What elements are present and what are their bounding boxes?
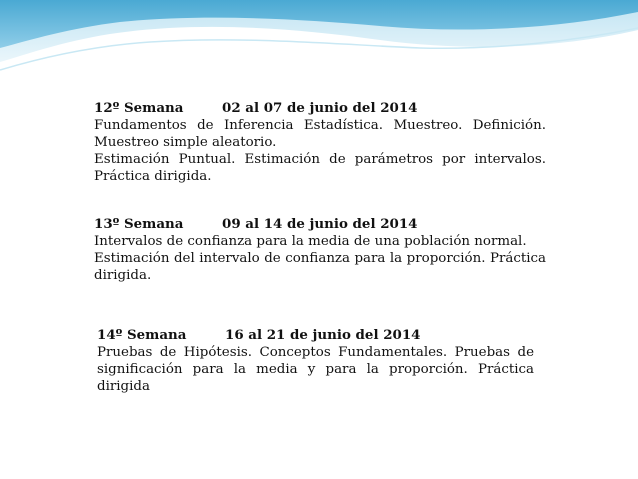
week-13-dates: 09 al 14 de junio del 2014	[222, 216, 418, 232]
week-14-label: 14º Semana	[97, 327, 187, 343]
week-14-dates: 16 al 21 de junio del 2014	[225, 327, 421, 343]
week-12-label: 12º Semana	[94, 100, 184, 116]
week-14-topic-1: Pruebas de Hipótesis. Conceptos Fundamentales. Pruebas de significación para la media y para la proporción. Práctica dirigida	[97, 345, 534, 394]
week-12-topic-2: Estimación Puntual. Estimación de parámetros por intervalos. Práctica dirigida.	[94, 152, 546, 184]
week-13-heading	[94, 216, 546, 233]
week-12-heading	[94, 100, 546, 117]
week-13-topic-1: Intervalos de confianza para la media de una población normal.	[94, 234, 527, 249]
week-12-topic-1: Fundamentos de Inferencia Estadística. Muestreo. Definición. Muestreo simple aleatorio.	[94, 118, 546, 150]
week-13-label: 13º Semana	[94, 216, 184, 232]
week-12-block	[94, 100, 546, 185]
week-13-topic-2: Estimación del intervalo de confianza para la proporción. Práctica dirigida.	[94, 251, 546, 283]
header-wave-decoration	[0, 0, 638, 80]
week-13-block	[94, 216, 546, 284]
week-14-block	[97, 327, 534, 395]
week-14-heading	[97, 327, 534, 344]
week-12-dates: 02 al 07 de junio del 2014	[222, 100, 418, 116]
